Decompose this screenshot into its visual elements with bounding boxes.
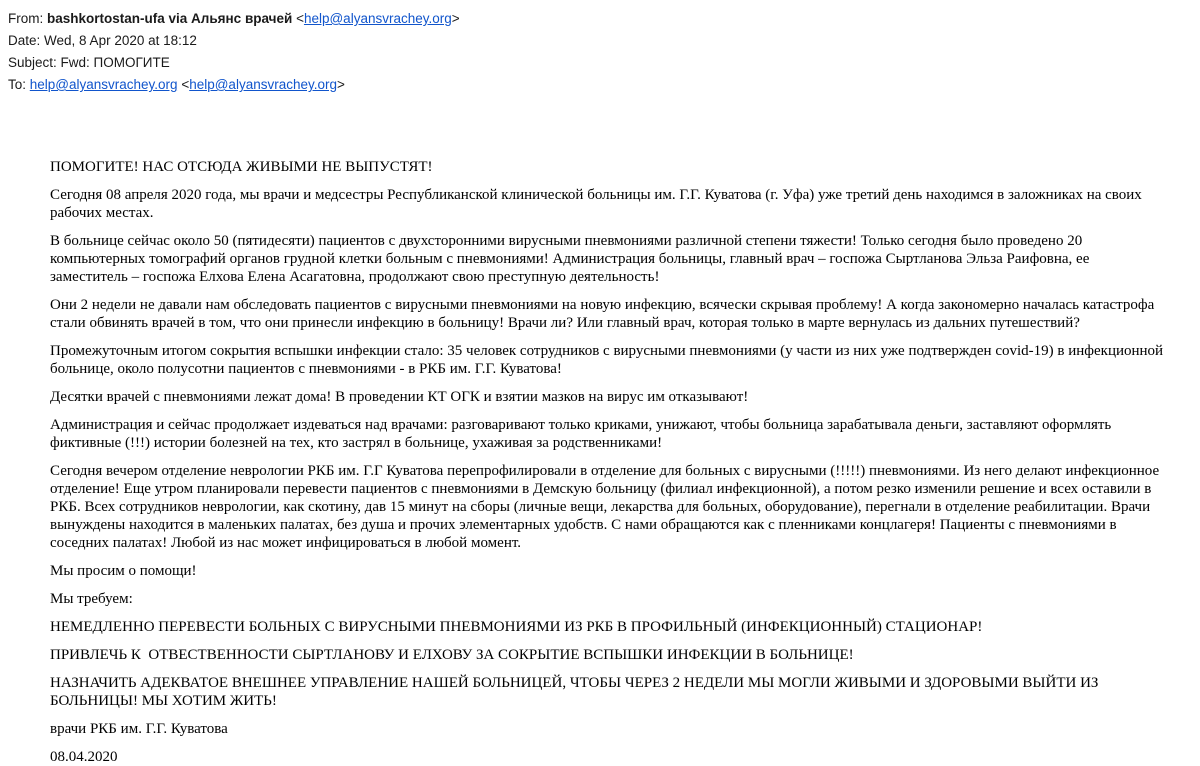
subject-line bbox=[8, 52, 1190, 74]
body-paragraph: Администрация и сейчас продолжает издеваться над врачами: разговаривают только криками, унижают, чтобы больница зарабатывала деньги, заставляют оформлять фиктивные (!!!) истории болезней на тех, кто застрял в больнице, ухаживая за родственниками! bbox=[50, 417, 1116, 451]
date-stamp-line: 08.04.2020 bbox=[50, 749, 118, 765]
demand-line: НАЗНАЧИТЬ АДЕКВАТОЕ ВНЕШНЕЕ УПРАВЛЕНИЕ НАШЕЙ БОЛЬНИЦЕЙ, ЧТОБЫ ЧЕРЕЗ 2 НЕДЕЛИ МЫ МОГЛИ ЖИВЫМИ И ЗДОРОВЫМИ ВЫЙТИ ИЗ БОЛЬНИЦЫ! МЫ ХОТИМ ЖИТЬ! bbox=[50, 675, 1103, 709]
angle-bracket-open: < bbox=[292, 11, 304, 26]
body-paragraph: Они 2 недели не давали нам обследовать пациентов с вирусными пневмониями на новую инфекцию, всячески скрывая проблему! А когда закономерно началась катастрофа стали обвинять врачей в том, что они принесли инфекцию в больницу! Врачи ли? Или главный врач, которая только в марте вернулась из дальних путешествий? bbox=[50, 297, 1158, 331]
recipient-email-link-bracketed[interactable]: help@alyansvrachey.org bbox=[189, 77, 337, 92]
body-paragraph: Промежуточным итогом сокрытия вспышки инфекции стало: 35 человек сотрудников с вирусными пневмониями (у части из них уже подтвержден covid-19) в инфекционной больнице, около полусотни пациентов с пневмониями - в РКБ им. Г.Г. Куватова! bbox=[50, 343, 1167, 377]
recipient-email-link[interactable]: help@alyansvrachey.org bbox=[29, 77, 178, 92]
date-value: Wed, 8 Apr 2020 at 18:12 bbox=[44, 33, 197, 48]
date-line bbox=[8, 30, 1190, 52]
plea-line: Мы просим о помощи! bbox=[50, 563, 197, 579]
demand-line: НЕМЕДЛЕННО ПЕРЕВЕСТИ БОЛЬНЫХ С ВИРУСНЫМИ ПНЕВМОНИЯМИ ИЗ РКБ В ПРОФИЛЬНЫЙ (ИНФЕКЦИОННЫЙ) СТАЦИОНАР! bbox=[50, 619, 983, 635]
email-header bbox=[0, 0, 1200, 96]
demand-line: ПРИВЛЕЧЬ К ОТВЕСТВЕННОСТИ СЫРТЛАНОВУ И ЕЛХОВУ ЗА СОКРЫТИЕ ВСПЫШКИ ИНФЕКЦИИ В БОЛЬНИЦЕ! bbox=[50, 647, 854, 663]
to-label: To: bbox=[8, 77, 30, 92]
from-sender-name: bashkortostan-ufa via Альянс врачей bbox=[47, 11, 293, 26]
demands-intro: Мы требуем: bbox=[50, 591, 133, 607]
angle-bracket-open: < bbox=[177, 77, 190, 92]
from-label: From: bbox=[8, 11, 47, 26]
body-paragraph: Сегодня 08 апреля 2020 года, мы врачи и медсестры Республиканской клинической больницы им. Г.Г. Куватова (г. Уфа) уже третий день находимся в заложниках на своих рабочих местах. bbox=[50, 187, 1146, 221]
email-body bbox=[50, 158, 1167, 766]
signature-line: врачи РКБ им. Г.Г. Куватова bbox=[50, 721, 228, 737]
date-label: Date: bbox=[8, 33, 45, 48]
body-paragraph: Сегодня вечером отделение неврологии РКБ им. Г.Г Куватова перепрофилировали в отделение для больных с вирусными (!!!!!) пневмониями. Из него делают инфекционное отделение! Еще утром планировали перевести пациентов с пневмониями в Демскую больницу (филиал инфекционной), а потом резко изменили решение и всех оставили в РКБ. Всех сотрудников неврологии, как скотину, дав 15 минут на сборы (личные вещи, лекарства для больных, оборудование), перегнали в отделение реабилитации. Врачи вынуждены находится в маленьких палатах, без душа и прочих элементарных удобств. С нами обращаются как с пленниками концлагеря! Пациенты с пневмониями в соседних палатах! Любой из нас может инфицироваться в любой момент. bbox=[50, 463, 1163, 551]
sender-email-link[interactable]: help@alyansvrachey.org bbox=[303, 11, 452, 26]
angle-bracket-close: > bbox=[451, 11, 460, 26]
body-paragraph: Десятки врачей с пневмониями лежат дома! В проведении КТ ОГК и взятии мазков на вирус им отказывают! bbox=[50, 389, 749, 405]
angle-bracket-close: > bbox=[337, 77, 345, 92]
subject-value: Fwd: ПОМОГИТЕ bbox=[60, 55, 170, 70]
body-paragraph: В больнице сейчас около 50 (пятидесяти) пациентов с двухсторонними вирусными пневмониями различной степени тяжести! Только сегодня было проведено 20 компьютерных томографий органов грудной клетки больным с пневмониями! Администрация больницы, главный врач – госпожа Сыртланова Эльза Раифовна, ее заместитель – госпожа Елхова Елена Асагатовна, продолжают свою преступную деятельность! bbox=[50, 233, 1094, 285]
from-line bbox=[8, 8, 1190, 30]
to-line bbox=[8, 74, 1190, 96]
cry-for-help-heading: ПОМОГИТЕ! НАС ОТСЮДА ЖИВЫМИ НЕ ВЫПУСТЯТ! bbox=[50, 159, 433, 175]
subject-label: Subject: bbox=[8, 55, 61, 70]
